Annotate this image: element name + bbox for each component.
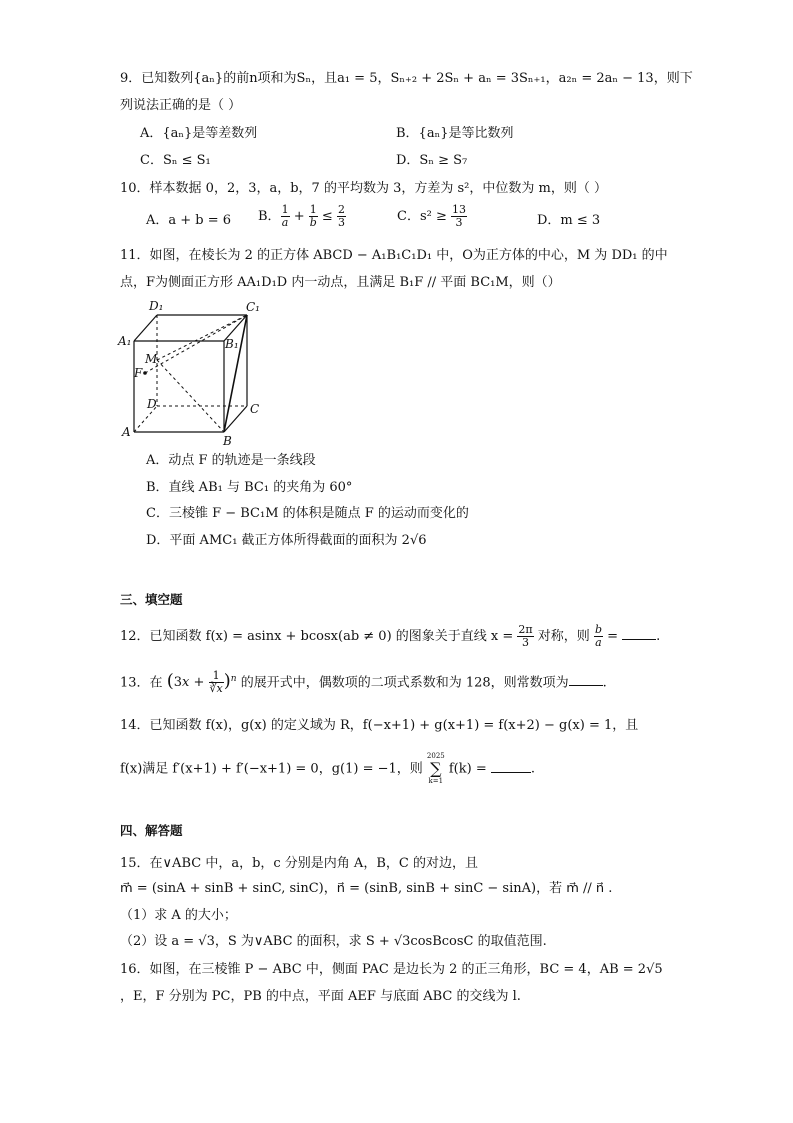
- q15-part2: （2）设 a = √3，S 为∨ABC 的面积，求 S + √3cosBcosC 的取值范围.: [120, 934, 547, 949]
- q10-stem: 10．样本数据 0，2，3，a，b，7 的平均数为 3，方差为 s²，中位数为 m，则（ ）: [120, 181, 607, 196]
- edge-a1-d1: [134, 315, 157, 341]
- q10-option-c-label: C．s² ≥: [397, 209, 447, 224]
- fraction-13-over-3: $\frac{13}{3}$: [452, 203, 466, 229]
- q13-binomial-close: ): [223, 670, 231, 692]
- fraction-1-over-cuberoot-x: $\frac{1}{∛x}$: [209, 669, 223, 696]
- q14-text-end: .: [530, 761, 536, 777]
- q13-binomial-expression: (: [166, 670, 174, 692]
- q14-summation: [427, 752, 445, 786]
- q11-option-b: B．直线 AB₁ 与 BC₁ 的夹角为 60°: [146, 480, 353, 495]
- q9-stem-line1: 9．已知数列{aₙ}的前n项和为Sₙ，且a₁ = 5，Sₙ₊₂ + 2Sₙ + aₙ = 3Sₙ₊₁，a₂ₙ = 2aₙ − 13，则下: [120, 71, 693, 86]
- label-c: C: [250, 402, 260, 416]
- q12-text-pre: 12．已知函数 f(x) = asinx + bcosx(ab ≠ 0) 的图象关于直线 x =: [120, 629, 514, 644]
- q9-option-c: C．Sₙ ≤ S₁: [140, 153, 211, 168]
- label-m: M: [145, 352, 158, 366]
- fraction-2pi-over-3: $\frac{2\pi}{3}$: [518, 623, 533, 649]
- q16-line1: 16．如图，在三棱锥 P − ABC 中，侧面 PAC 是边长为 2 的正三角形，BC = 4，AB = 2√5: [120, 962, 663, 977]
- q15-line2: m⃗ = (sinA + sinB + sinC, sinC)，n⃗ = (sinB, sinB + sinC − sinA)，若 m⃗ // n⃗ .: [120, 881, 613, 896]
- q15-line1: 15．在∨ABC 中，a，b，c 分别是内角 A，B，C 的对边，且: [120, 856, 478, 871]
- q12-line: 12．已知函数 f(x) = asinx + bcosx(ab ≠ 0) 的图象关于直线 x = $\frac{2\pi}{3}$ 对称，则 $\frac{b}{a}$ = .: [120, 623, 661, 649]
- hidden-segment-m-b: [157, 360, 224, 432]
- q14-line1: 14．已知函数 f(x)，g(x) 的定义域为 R，f(−x+1) + g(x+1) = f(x+2) − g(x) = 1，且: [120, 718, 639, 733]
- label-c1: C₁: [246, 300, 260, 314]
- q10-option-a: A．a + b = 6: [146, 213, 232, 228]
- q12-text-post: =: [607, 629, 619, 644]
- q10-option-d: D．m ≤ 3: [537, 213, 601, 228]
- label-a: A: [122, 425, 131, 439]
- q14-text-pre: f(x)满足 f′(x+1) + f′(−x+1) = 0，g(1) = −1，则: [120, 761, 423, 777]
- fraction-b-over-a: $\frac{b}{a}$: [594, 623, 602, 649]
- q13-text-post: 的展开式中，偶数项的二项式系数和为 128，则常数项为: [240, 675, 569, 691]
- q14-line2: [120, 752, 535, 786]
- q12-text-mid: 对称，则: [537, 629, 590, 644]
- edge-b-c: [224, 406, 247, 432]
- diagonal-bc1: [224, 315, 247, 432]
- q13-line: 13．在 (3x + $\frac{1}{∛x}$ )$^n$ 的展开式中，偶数项的二项式系数和为 128，则常数项为 .: [120, 669, 607, 696]
- fraction-2-over-3: $\frac{2}{3}$: [337, 203, 345, 229]
- q9-stem-line2: 列说法正确的是（ ）: [120, 98, 242, 113]
- point-f: [143, 371, 147, 375]
- q16-line2: ，E，F 分别为 PC，PB 的中点，平面 AEF 与底面 ABC 的交线为 l.: [120, 989, 521, 1004]
- cube-figure: [112, 295, 272, 450]
- q10-option-b-relation: ≤: [321, 209, 333, 224]
- q11-option-a: A．动点 F 的轨迹是一条线段: [146, 453, 316, 468]
- q13-text-end: .: [602, 675, 607, 691]
- q12-answer-blank: [622, 626, 656, 640]
- q9-option-d: D．Sₙ ≥ S₇: [396, 153, 468, 168]
- label-d: D: [147, 397, 157, 411]
- section-4-heading: 四、解答题: [120, 823, 183, 838]
- q11-option-d: D．平面 AMC₁ 截正方体所得截面的面积为 2√6: [146, 533, 427, 548]
- q10-option-b-label: B．: [258, 209, 281, 224]
- q11-stem-line2: 点，F为侧面正方形 AA₁D₁D 内一动点，且满足 B₁F // 平面 BC₁M，则（）: [120, 275, 561, 290]
- fraction-1-over-a: $\frac{1}{a}$: [281, 203, 289, 229]
- fraction-1-over-b: $\frac{1}{b}$: [309, 203, 317, 229]
- q14-sum-lower: k=1: [428, 777, 444, 785]
- q13-answer-blank: [569, 672, 603, 686]
- label-b: B: [223, 434, 232, 448]
- label-b1: B₁: [225, 337, 239, 351]
- q10-option-c: [397, 204, 467, 229]
- sigma-icon: ∑: [430, 759, 442, 778]
- q15-part1: （1）求 A 的大小；: [120, 908, 237, 923]
- q10-option-b: B． $\frac{1}{a}$ + $\frac{1}{b}$ ≤ $\frac{2}{3}$: [258, 203, 345, 229]
- label-a1: A₁: [118, 334, 132, 348]
- q9-option-a: A．{aₙ}是等差数列: [140, 126, 258, 141]
- section-3-heading: 三、填空题: [120, 592, 183, 607]
- q14-text-post: f(k) =: [448, 761, 487, 777]
- q11-stem-line1: 11．如图，在棱长为 2 的正方体 ABCD − A₁B₁C₁D₁ 中，O为正方体的中心，M 为 DD₁ 的中: [120, 248, 668, 263]
- q14-answer-blank: [491, 759, 531, 773]
- q11-option-c: C．三棱锥 F − BC₁M 的体积是随点 F 的运动而变化的: [146, 506, 469, 521]
- q13-binomial-inner: 3x + $\frac{1}{∛x}$: [173, 669, 223, 696]
- q14-sum-upper: 2025: [426, 752, 445, 760]
- label-d1: D₁: [149, 299, 164, 313]
- q9-option-b: B．{aₙ}是等比数列: [396, 126, 514, 141]
- q13-text-pre: 13．在: [120, 675, 163, 691]
- label-f: F: [134, 366, 143, 380]
